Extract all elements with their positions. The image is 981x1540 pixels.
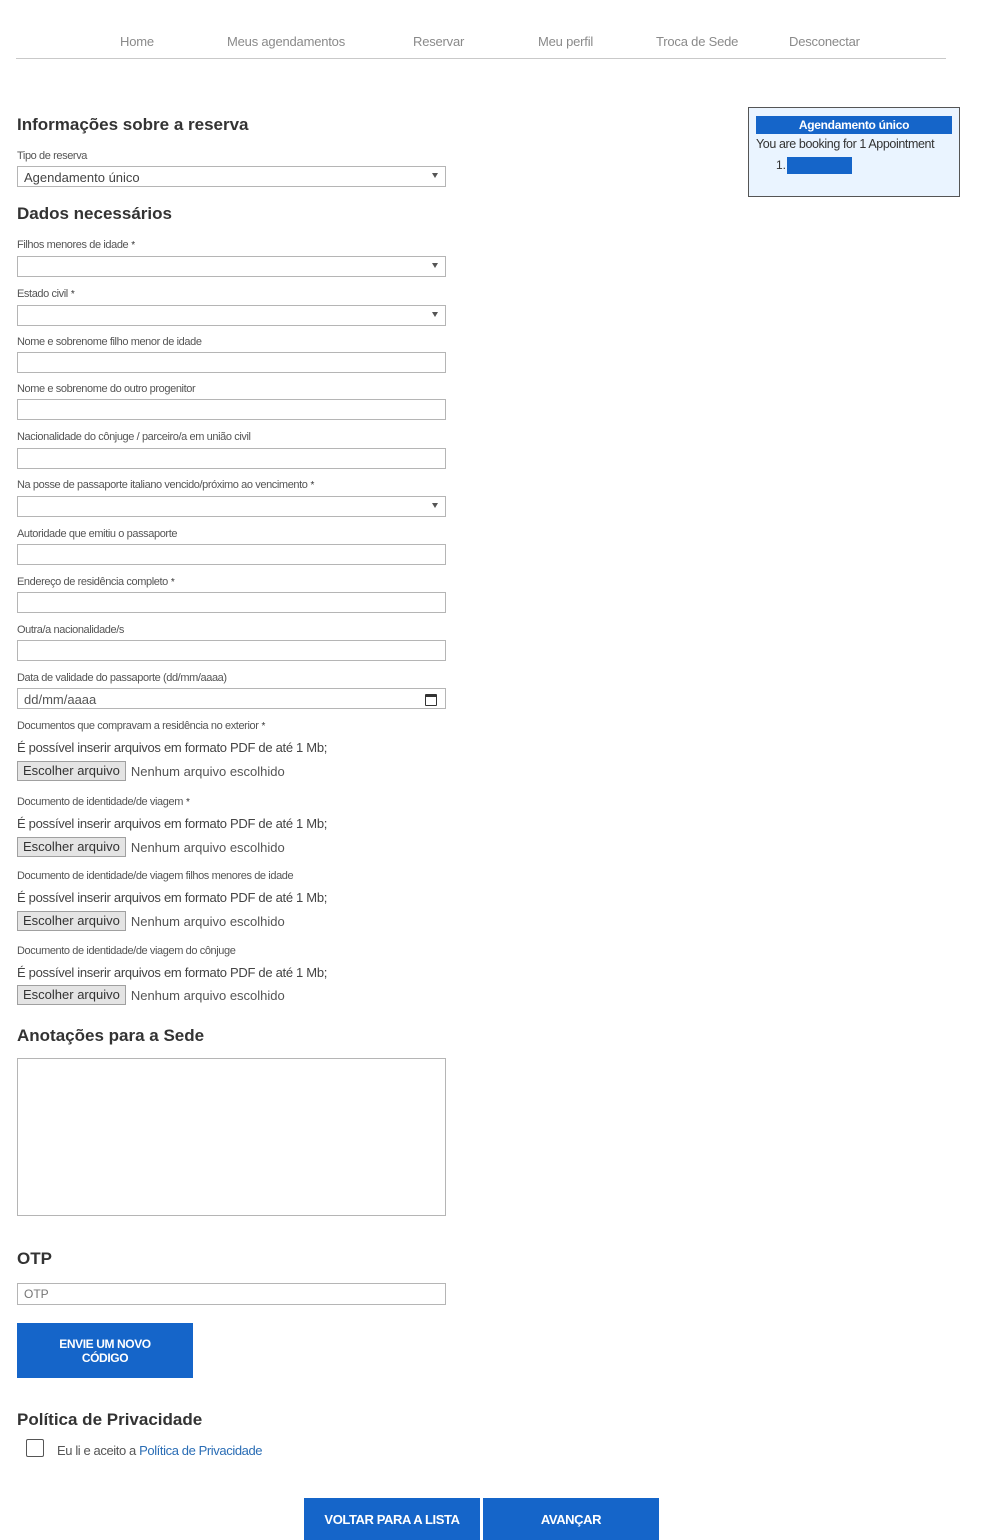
residence-docs-upload [17,760,285,782]
upload-hint: É possível inserir arquivos em formato PDF de até 1 Mb; [17,890,328,905]
notes-wrapper [17,1058,446,1216]
chevron-down-icon [432,312,438,317]
required-data-heading: Dados necessários [17,204,172,223]
top-navigation [16,30,946,59]
next-button[interactable]: AVANÇAR [483,1498,659,1540]
spouse-nationality-input[interactable] [17,448,446,469]
privacy-policy-link[interactable]: Política de Privacidade [139,1443,263,1458]
booking-type-value: Agendamento único [24,170,140,185]
otp-heading: OTP [17,1249,52,1268]
nav-change-office[interactable]: Troca de Sede [656,34,739,49]
nav-logout[interactable]: Desconectar [789,34,860,49]
choose-file-button[interactable]: Escolher arquivo [17,761,126,781]
children-select[interactable] [17,256,446,277]
resend-code-button[interactable]: ENVIE UM NOVO CÓDIGO [17,1323,193,1378]
other-parent-input[interactable] [17,399,446,420]
id-doc-upload [17,836,285,858]
nav-my-profile[interactable]: Meu perfil [538,34,594,49]
other-parent-label: Nome e sobrenome do outro progenitor [17,383,196,395]
notes-heading: Anotações para a Sede [17,1026,205,1045]
address-input[interactable] [17,592,446,613]
no-file-text: Nenhum arquivo escolhido [130,763,285,779]
summary-title: Agendamento único [756,116,952,134]
privacy-accept-text: Eu li e aceito a Política de Privacidade [57,1443,263,1458]
civil-status-label: Estado civil * [17,288,75,300]
child-name-label: Nome e sobrenome filho menor de idade [17,336,202,348]
choose-file-button[interactable]: Escolher arquivo [17,837,126,857]
passport-expiry-date-input[interactable] [17,688,446,709]
children-label: Filhos menores de idade * [17,239,135,251]
spouse-nationality-label: Nacionalidade do cônjuge / parceiro/a em união civil [17,431,251,443]
summary-item-number: 1. [776,158,787,172]
chevron-down-icon [432,263,438,268]
nav-book[interactable]: Reservar [413,34,465,49]
passport-label: Na posse de passaporte italiano vencido/próximo ao vencimento * [17,479,315,491]
spouse-id-label: Documento de identidade/de viagem do cônjuge [17,945,236,957]
notes-textarea[interactable] [17,1058,446,1216]
privacy-heading: Política de Privacidade [17,1410,203,1429]
chevron-down-icon [432,503,438,508]
upload-hint: É possível inserir arquivos em formato PDF de até 1 Mb; [17,740,328,755]
child-name-input[interactable] [17,352,446,373]
otp-input[interactable] [17,1283,446,1305]
children-id-label: Documento de identidade/de viagem filhos menores de idade [17,870,294,882]
children-id-upload [17,910,285,932]
upload-hint: É possível inserir arquivos em formato PDF de até 1 Mb; [17,965,328,980]
upload-hint: É possível inserir arquivos em formato PDF de até 1 Mb; [17,816,328,831]
no-file-text: Nenhum arquivo escolhido [130,913,285,929]
authority-input[interactable] [17,544,446,565]
spouse-id-upload [17,984,285,1006]
address-label: Endereço de residência completo * [17,576,175,588]
no-file-text: Nenhum arquivo escolhido [130,987,285,1003]
authority-label: Autoridade que emitiu o passaporte [17,528,178,540]
civil-status-select[interactable] [17,305,446,326]
back-to-list-button[interactable]: VOLTAR PARA A LISTA [304,1498,480,1540]
no-file-text: Nenhum arquivo escolhido [130,839,285,855]
nav-home[interactable]: Home [120,34,154,49]
nav-my-appointments[interactable]: Meus agendamentos [227,34,346,49]
choose-file-button[interactable]: Escolher arquivo [17,985,126,1005]
choose-file-button[interactable]: Escolher arquivo [17,911,126,931]
calendar-icon[interactable] [425,694,437,706]
booking-info-heading: Informações sobre a reserva [17,115,249,134]
residence-docs-label: Documentos que compravam a residência no exterior * [17,720,265,732]
booking-type-label: Tipo de reserva [17,150,88,162]
other-nationality-label: Outra/a nacionalidade/s [17,624,124,636]
passport-expiry-label: Data de validade do passaporte (dd/mm/aaaa) [17,672,227,684]
booking-type-select[interactable] [17,166,446,187]
summary-item-highlight [787,157,852,174]
other-nationality-input[interactable] [17,640,446,661]
privacy-checkbox[interactable] [26,1439,44,1457]
chevron-down-icon [432,173,438,178]
booking-summary-panel [748,107,960,197]
passport-select[interactable] [17,496,446,517]
id-doc-label: Documento de identidade/de viagem * [17,796,190,808]
date-placeholder: dd/mm/aaaa [24,692,97,707]
summary-subtitle: You are booking for 1 Appointment [756,137,935,151]
